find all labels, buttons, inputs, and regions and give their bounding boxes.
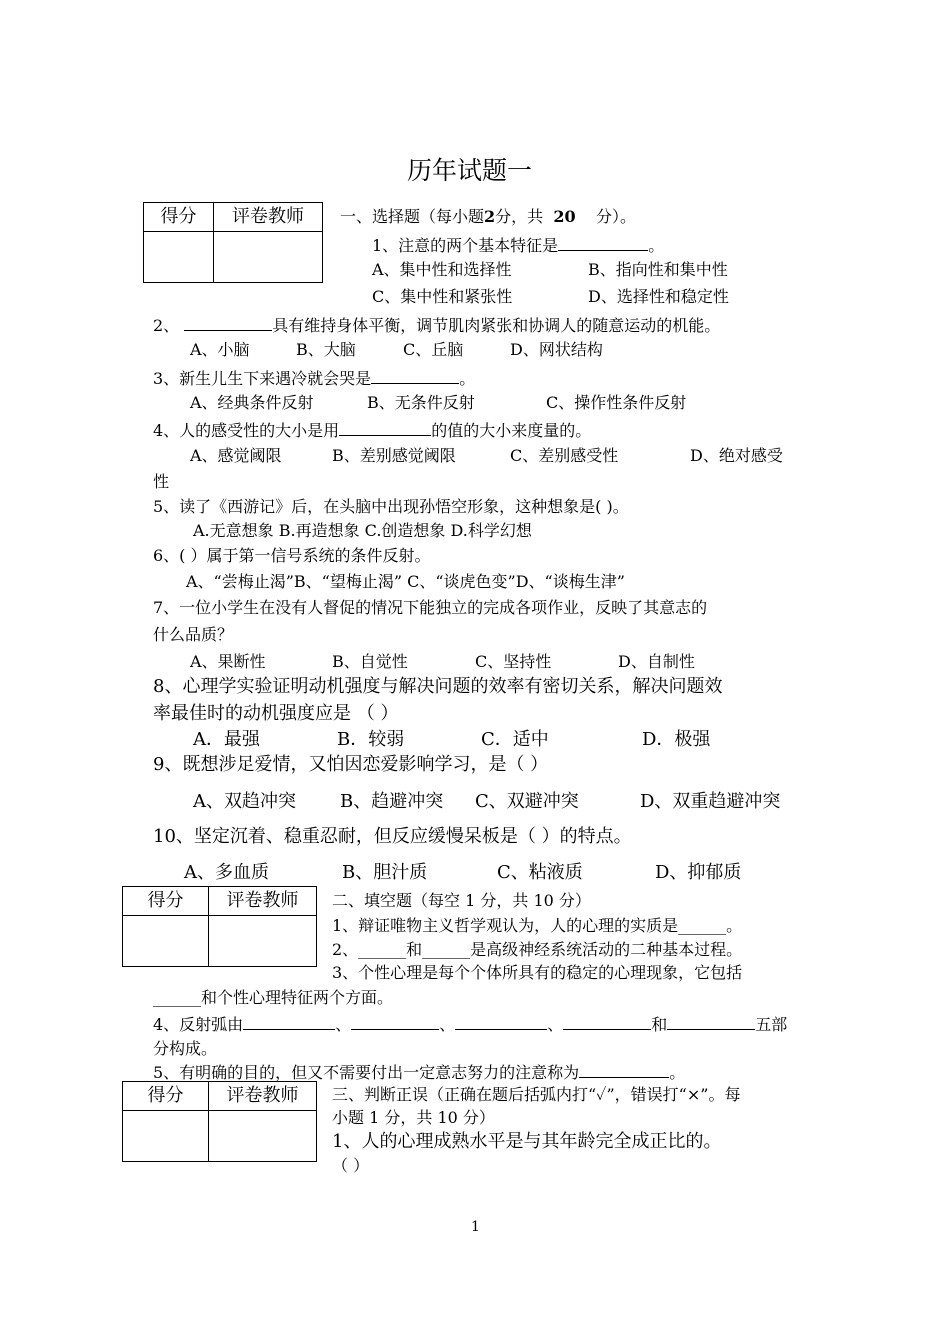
section-1-heading: 一、选择题（每小题2分，共 20 分）。 (340, 207, 636, 226)
q7-option-b: B、自觉性 (332, 652, 408, 671)
question-10: 10、坚定沉着、稳重忍耐，但反应缓慢呆板是（ ）的特点。 (153, 826, 632, 847)
q10-option-c: C、粘液质 (497, 862, 583, 883)
q3-option-b: B、无条件反射 (367, 393, 475, 412)
fill-question-1: 1、辩证唯物主义哲学观认为，人的心理的实质是______。 (332, 916, 743, 935)
q5-options: A.无意想象 B.再造想象 C.创造想象 D.科学幻想 (193, 521, 532, 540)
q1-option-c: C、集中性和紧张性 (372, 287, 513, 306)
grader-label: 评卷教师 (226, 890, 299, 911)
fill-question-3-line1: 3、个性心理是每个个体所具有的稳定的心理现象，它包括 (332, 963, 743, 982)
q1-option-d: D、选择性和稳定性 (588, 287, 729, 306)
answer-blank (579, 1061, 669, 1078)
q2-option-d: D、网状结构 (510, 340, 603, 359)
q9-option-a: A、双趋冲突 (193, 791, 296, 812)
grader-label: 评卷教师 (226, 1085, 299, 1106)
fill-question-3-line2: ______和个性心理特征两个方面。 (153, 988, 394, 1007)
section-2-heading: 二、填空题（每空 1 分，共 10 分） (332, 891, 591, 910)
question-3: 3、新生儿生下来遇冷就会哭是 。 (153, 369, 476, 388)
answer-blank (243, 1013, 335, 1030)
score-table (122, 886, 317, 967)
page-title: 历年试题一 (407, 156, 533, 185)
score-table (143, 202, 323, 283)
question-9: 9、既想涉足爱情，又怕因恋爱影响学习，是（ ） (153, 754, 549, 775)
grader-label: 评卷教师 (232, 206, 304, 227)
question-8-line2: 率最佳时的动机强度应是 （ ） (153, 703, 399, 724)
q6-options: A、“尝梅止渴”B、“望梅止渴” C、“谈虎色变”D、“谈梅生津” (186, 572, 625, 591)
q4-option-a: A、感觉阈限 (190, 446, 282, 465)
page-number: 1 (471, 1219, 480, 1235)
q9-option-d: D、双重趋避冲突 (640, 791, 781, 812)
question-4: 4、人的感受性的大小是用 的值的大小来度量的。 (153, 421, 592, 440)
q1-option-b: B、指向性和集中性 (588, 260, 728, 279)
q10-option-a: A、多血质 (184, 862, 269, 883)
q1-option-a: A、集中性和选择性 (372, 260, 512, 279)
q4-option-d-wrap: 性 (153, 472, 170, 491)
answer-blank (667, 1013, 755, 1030)
question-5: 5、读了《西游记》后，在头脑中出现孙悟空形象，这种想象是( )。 (153, 497, 629, 516)
q8-option-d: D．极强 (642, 729, 711, 750)
q4-option-b: B、差别感觉阈限 (332, 446, 456, 465)
score-label: 得分 (147, 1085, 184, 1106)
section-3-heading-line2: 小题 1 分，共 10 分） (332, 1108, 495, 1127)
question-1: 1、注意的两个基本特征是 。 (372, 236, 665, 255)
answer-blank (558, 234, 648, 251)
score-table (122, 1081, 317, 1162)
fill-question-5: 5、有明确的目的，但又不需要付出一定意志努力的注意称为 。 (153, 1063, 686, 1082)
q10-option-d: D、抑郁质 (655, 862, 742, 883)
score-label: 得分 (147, 890, 184, 911)
q10-option-b: B、胆汁质 (342, 862, 428, 883)
q8-option-c: C．适中 (481, 729, 549, 750)
q2-option-b: B、大脑 (296, 340, 356, 359)
question-6: 6、( ）属于第一信号系统的条件反射。 (153, 546, 431, 565)
answer-blank (339, 419, 431, 436)
q2-option-c: C、丘脑 (403, 340, 464, 359)
answer-blank (184, 314, 272, 331)
judge-question-1: 1、人的心理成熟水平是与其年龄完全成正比的。 (332, 1131, 722, 1152)
answer-blank (371, 367, 459, 384)
section-3-heading-line1: 三、判断正误（正确在题后括弧内打“✓”，错误打“×”。每 (332, 1085, 741, 1104)
fill-question-2: 2、______和______是高级神经系统活动的二种基本过程。 (332, 940, 743, 959)
q4-option-d: D、绝对感受 (690, 446, 783, 465)
answer-blank (455, 1013, 547, 1030)
question-2: 2、 具有维持身体平衡，调节肌肉紧张和协调人的随意运动的机能。 (153, 316, 721, 335)
question-7-line1: 7、一位小学生在没有人督促的情况下能独立的完成各项作业，反映了其意志的 (153, 598, 708, 617)
q9-option-b: B、趋避冲突 (340, 791, 444, 812)
q9-option-c: C、双避冲突 (475, 791, 579, 812)
q4-option-c: C、差别感受性 (510, 446, 619, 465)
judge-question-1-bracket: （ ） (332, 1156, 370, 1175)
q3-option-a: A、经典条件反射 (190, 393, 314, 412)
q7-option-d: D、自制性 (618, 652, 695, 671)
answer-blank (563, 1013, 651, 1030)
q3-option-c: C、操作性条件反射 (546, 393, 687, 412)
question-7-line2: 什么品质？ (153, 625, 234, 644)
answer-blank (351, 1013, 439, 1030)
q7-option-a: A、果断性 (190, 652, 266, 671)
fill-question-4-line2: 分构成。 (153, 1039, 218, 1058)
q8-option-a: A．最强 (193, 729, 260, 750)
score-label: 得分 (160, 206, 197, 227)
q7-option-c: C、坚持性 (475, 652, 552, 671)
q2-option-a: A、小脑 (190, 340, 250, 359)
fill-question-4: 4、反射弧由 、 、 、 和 五部 (153, 1015, 788, 1034)
question-8-line1: 8、心理学实验证明动机强度与解决问题的效率有密切关系，解决问题效 (153, 676, 723, 697)
q8-option-b: B．较弱 (337, 729, 405, 750)
